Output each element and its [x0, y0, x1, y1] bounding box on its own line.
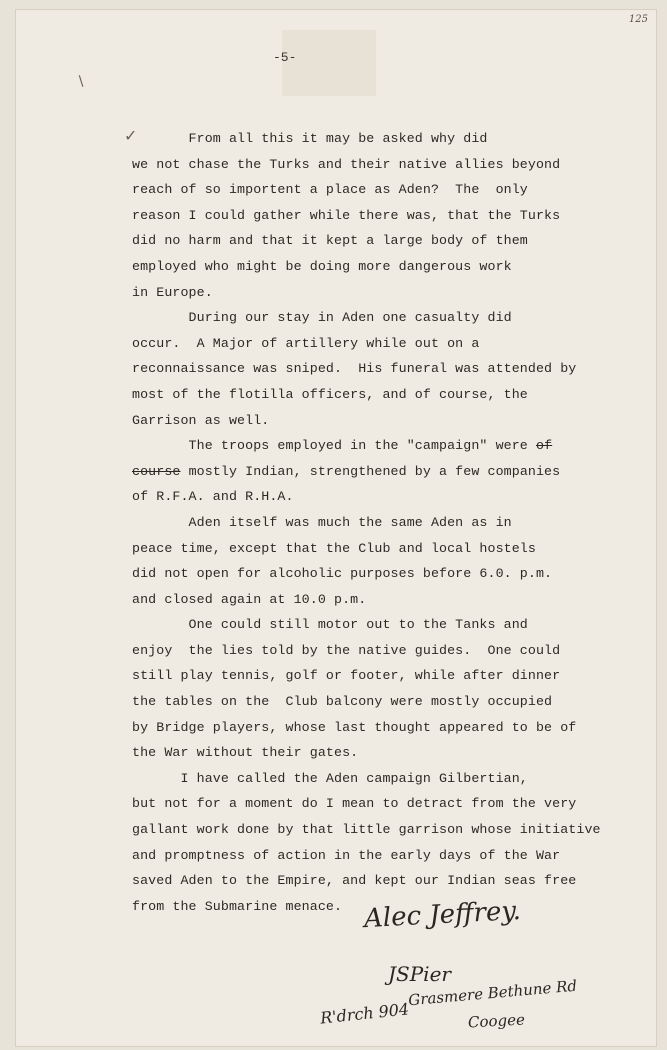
- text-line: occur. A Major of artillery while out on a: [132, 335, 480, 351]
- text-line: I have called the Aden campaign Gilbertian,: [132, 770, 528, 786]
- text-line: reconnaissance was sniped. His funeral was attended by: [132, 361, 577, 377]
- text-line: enjoy the lies told by the native guides. One could: [132, 642, 561, 658]
- handwritten-reference: R'drch 904: [319, 999, 410, 1028]
- struck-word: of: [535, 438, 553, 454]
- text-line: reach of so importent a place as Aden? The only: [132, 182, 528, 198]
- text-line: the tables on the Club balcony were mostly occupied: [132, 694, 553, 710]
- margin-mark: ∖: [76, 74, 85, 90]
- text-line: employed who might be doing more dangerous work: [132, 258, 512, 274]
- text-line: and closed again at 10.0 p.m.: [132, 591, 367, 607]
- text-line: reason I could gather while there was, that the Turks: [132, 207, 561, 223]
- text-line: from the Submarine menace.: [132, 898, 343, 914]
- handwritten-signature: Alec Jeffrey.: [363, 895, 522, 935]
- text-line: of R.F.A. and R.H.A.: [132, 489, 294, 505]
- text-line: peace time, except that the Club and local hostels: [132, 540, 536, 556]
- text-line: saved Aden to the Empire, and kept our Indian seas free: [132, 873, 577, 889]
- text-line: but not for a moment do I mean to detract from the very: [132, 796, 577, 812]
- text-line: Garrison as well.: [132, 412, 270, 428]
- archive-number: 125: [628, 14, 648, 25]
- document-page: [16, 10, 656, 1046]
- handwritten-address-line-2: Coogee: [467, 1010, 526, 1032]
- text-line: we not chase the Turks and their native allies beyond: [132, 156, 561, 172]
- margin-mark: ✓: [124, 126, 138, 145]
- text-line: and promptness of action in the early days of the War: [132, 847, 561, 863]
- text-line: One could still motor out to the Tanks and: [132, 617, 528, 633]
- text-line: From all this it may be asked why did: [132, 131, 488, 146]
- text-line: did not open for alcoholic purposes before 6.0. p.m.: [132, 566, 553, 582]
- text-line: gallant work done by that little garrison whose initiative: [132, 822, 601, 838]
- handwritten-initials: JSPier: [388, 962, 451, 986]
- text-line: The troops employed in the "campaign" were of: [132, 438, 553, 454]
- text-line: still play tennis, golf or footer, while after dinner: [132, 668, 561, 684]
- handwritten-address-line-1: Grasmere Bethune Rd: [407, 976, 578, 1010]
- text-line: did no harm and that it kept a large body of them: [132, 233, 528, 249]
- text-line: most of the flotilla officers, and of course, the: [132, 386, 528, 402]
- struck-word: course: [132, 463, 181, 479]
- text-line: course mostly Indian, strengthened by a few companies: [132, 463, 561, 479]
- text-line: Aden itself was much the same Aden as in: [132, 514, 512, 530]
- text-line: by Bridge players, whose last thought appeared to be of: [132, 719, 577, 735]
- page-number: -5-: [273, 50, 297, 65]
- typed-body: [132, 126, 601, 919]
- text-line: in Europe.: [132, 284, 213, 300]
- text-line: During our stay in Aden one casualty did: [132, 310, 512, 326]
- text-line: the War without their gates.: [132, 745, 359, 761]
